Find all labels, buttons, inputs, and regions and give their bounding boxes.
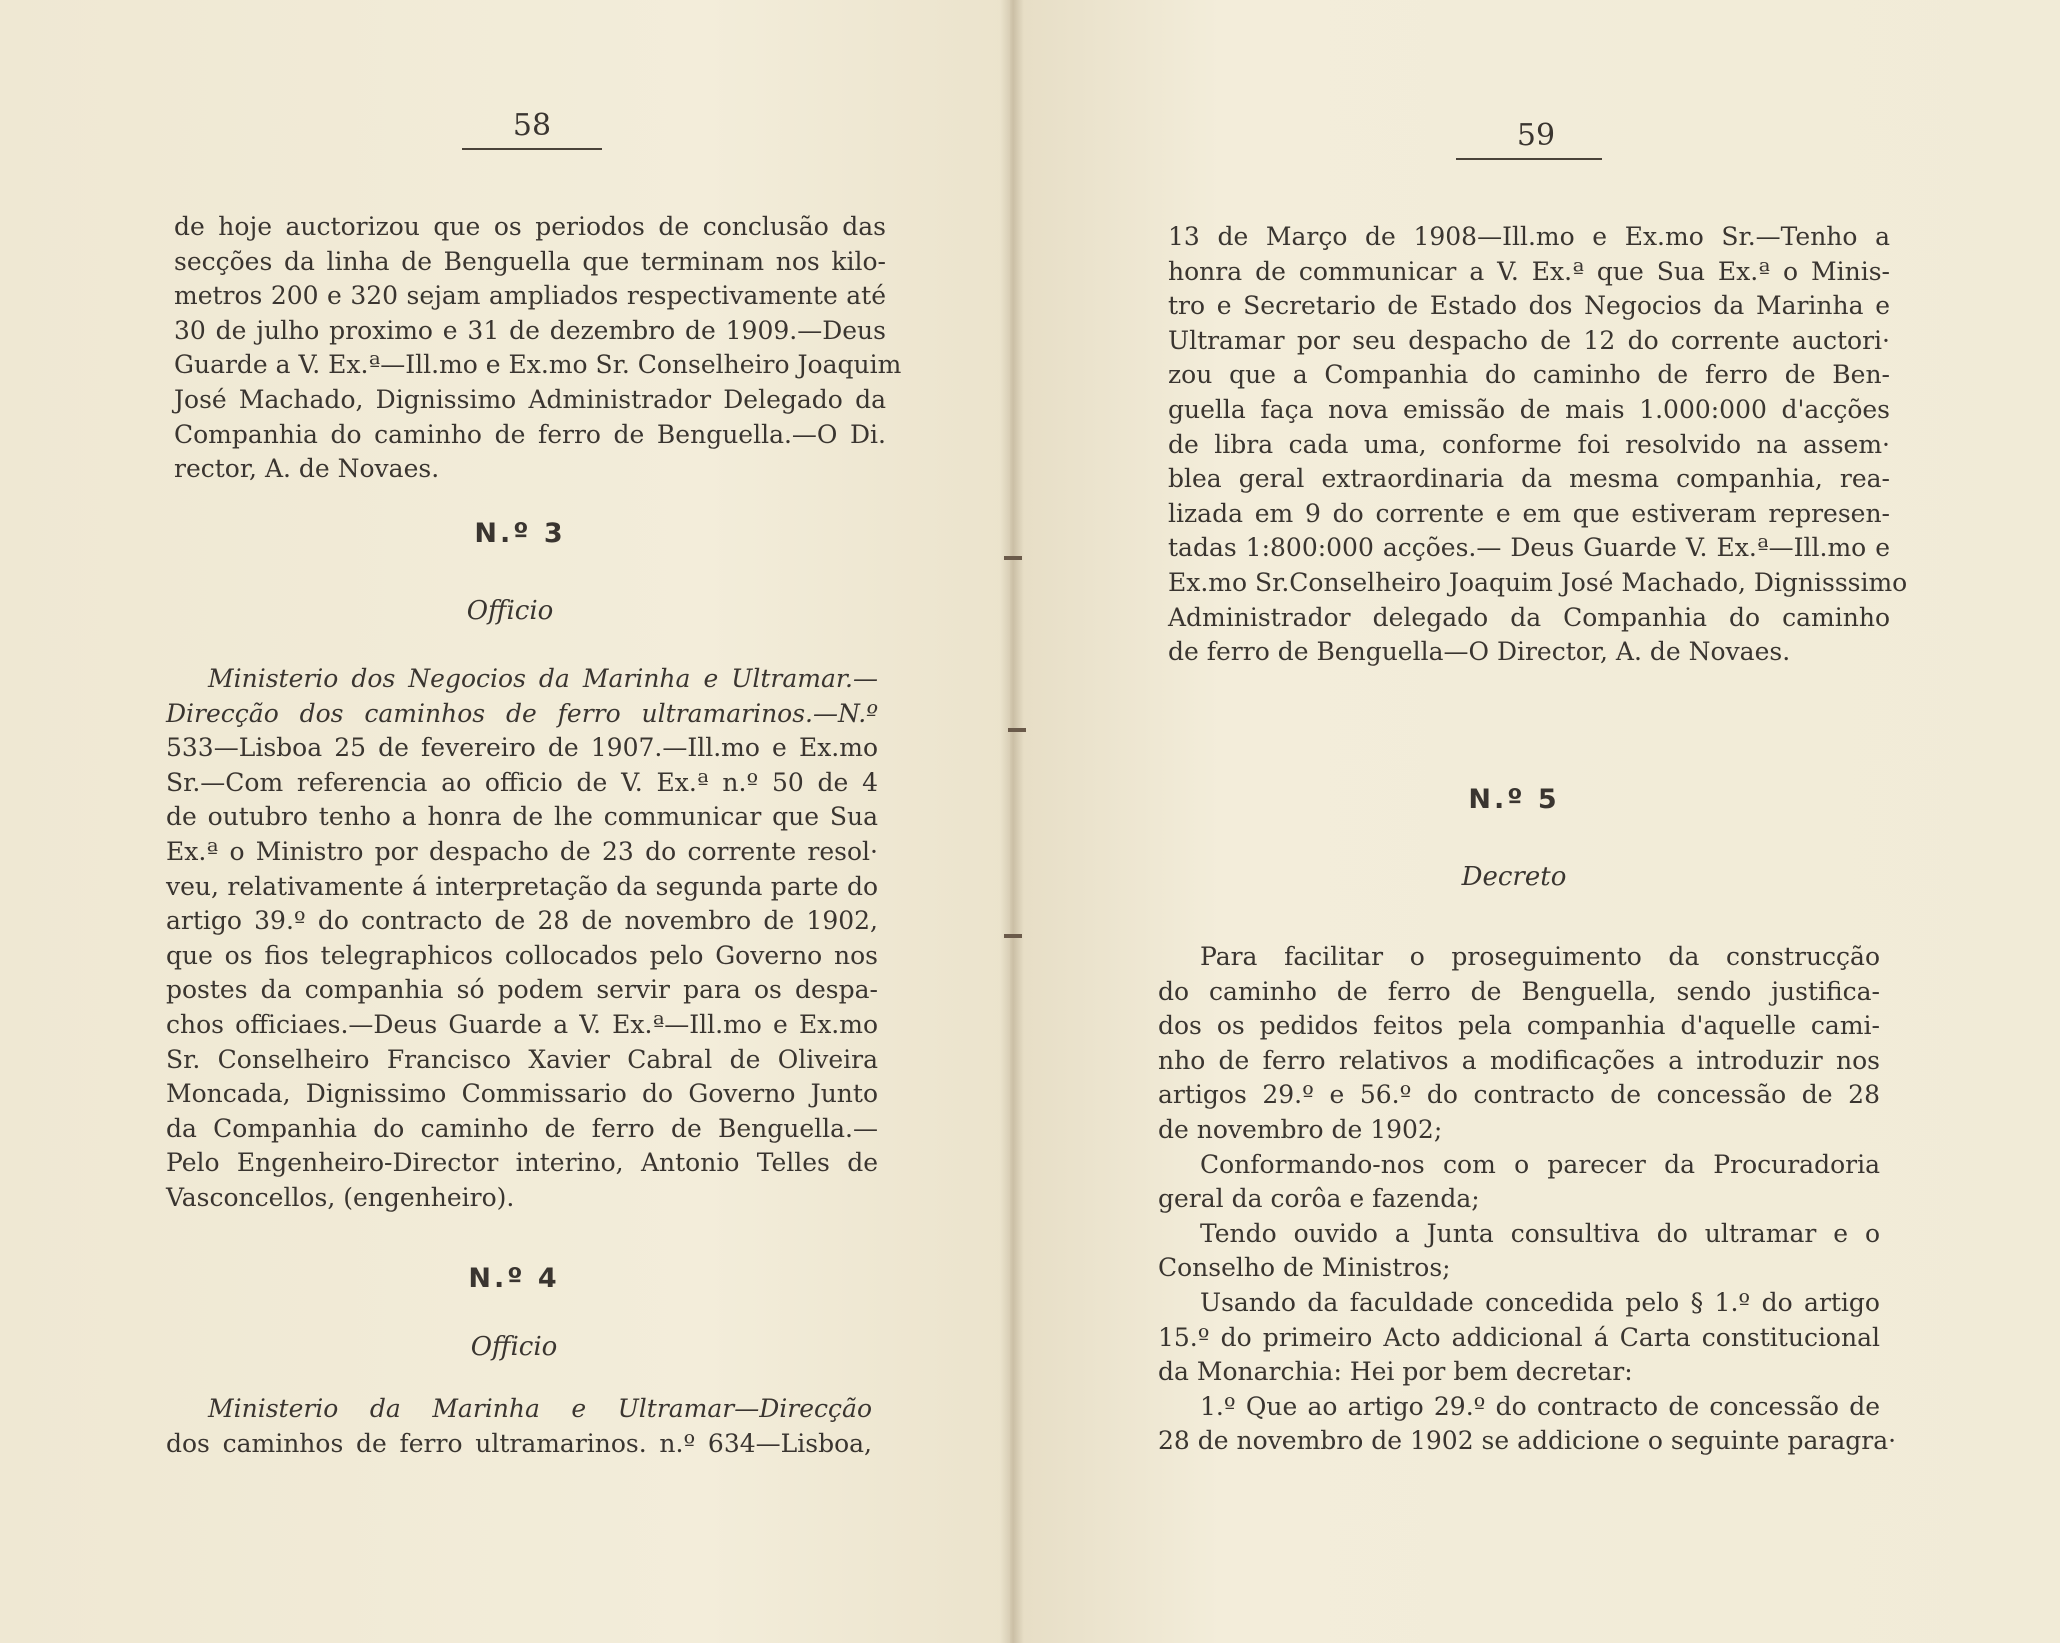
text-line: Pelo Engenheiro-Director interino, Antonio Telles de — [166, 1148, 878, 1178]
binding-mark — [1008, 728, 1026, 732]
text-line: Usando da faculdade concedida pelo § 1.º do artigo — [1200, 1287, 1880, 1317]
text-line: 30 de julho proximo e 31 de dezembro de 1909.—Deus — [174, 315, 886, 345]
text-line: nho de ferro relativos a modificações a introduzir nos — [1158, 1045, 1880, 1075]
text-line: artigos 29.º e 56.º do contracto de concessão de 28 — [1158, 1080, 1880, 1110]
text-line: Ex.ª o Ministro por despacho de 23 do corrente resol· — [166, 836, 878, 866]
text-line: Vasconcellos, (engenheiro). — [166, 1182, 515, 1212]
text-line: da Monarchia: Hei por bem decretar: — [1158, 1357, 1633, 1387]
text-line: Direcção dos caminhos de ferro ultramarinos.—N.º — [166, 698, 878, 728]
text-line: Ex.mo Sr.Conselheiro Joaquim José Machado, Dignisssimo — [1168, 567, 1908, 597]
section-type-5: Decreto — [1461, 862, 1567, 892]
text-line: guella faça nova emissão de mais 1.000:000 d'acções — [1168, 394, 1890, 424]
left-paragraph-1 — [174, 210, 902, 487]
text-line: geral da corôa e fazenda; — [1158, 1184, 1480, 1214]
text-line: Sr.—Com referencia ao officio de V. Ex.ª n.º 50 de 4 — [166, 767, 878, 797]
text-line: Ultramar por seu despacho de 12 do corrente auctori· — [1168, 325, 1890, 355]
text-line: Ministerio da Marinha e Ultramar—Direcção — [208, 1394, 872, 1423]
section-heading-4: N.º 4 — [468, 1263, 560, 1294]
right-section-5-text — [1158, 940, 1897, 1459]
text-line: dos caminhos de ferro ultramarinos. n.º 634—Lisboa, — [166, 1428, 872, 1458]
text-line: rector, A. de Novaes. — [174, 454, 440, 484]
text-line: Tendo ouvido a Junta consultiva do ultramar e o — [1200, 1218, 1880, 1248]
text-line: Sr. Conselheiro Francisco Xavier Cabral de Oliveira — [166, 1044, 878, 1074]
text-line: Companhia do caminho de ferro de Benguella.—O Di. — [174, 419, 886, 449]
page-number-rule — [1456, 158, 1602, 160]
text-line: lizada em 9 do corrente e em que estiveram represen- — [1168, 498, 1890, 528]
text-line: Moncada, Dignissimo Commissario do Governo Junto — [166, 1079, 878, 1109]
section-type-4: Officio — [470, 1332, 558, 1362]
text-line: Administrador delegado da Companhia do caminho — [1168, 602, 1890, 632]
left-page — [0, 0, 1010, 1643]
text-line: 1.º Que ao artigo 29.º do contracto de concessão de — [1200, 1391, 1880, 1421]
section-heading-3: N.º 3 — [474, 518, 566, 549]
text-line: 533—Lisboa 25 de fevereiro de 1907.—Ill.mo e Ex.mo — [166, 733, 878, 763]
text-line: que os fios telegraphicos collocados pelo Governo nos — [166, 940, 878, 970]
text-line: dos os pedidos feitos pela companhia d'aquelle cami- — [1158, 1011, 1880, 1041]
text-line: veu, relativamente á interpretação da segunda parte do — [166, 871, 878, 901]
page-number-58: 58 — [512, 108, 552, 143]
text-line: postes da companhia só podem servir para os despa- — [166, 975, 878, 1005]
text-line: tro e Secretario de Estado dos Negocios da Marinha e — [1168, 291, 1890, 321]
page-number-59: 59 — [1516, 118, 1556, 153]
text-line: zou que a Companhia do caminho de ferro de Ben- — [1168, 360, 1890, 390]
right-paragraph-1 — [1168, 220, 1908, 670]
book-gutter — [1000, 0, 1024, 1643]
section-heading-5: N.º 5 — [1468, 784, 1560, 815]
text-line: José Machado, Dignissimo Administrador Delegado da — [174, 384, 886, 414]
text-line: Ministerio dos Negocios da Marinha e Ultramar.— — [208, 664, 878, 693]
binding-mark — [1004, 934, 1022, 938]
section-type-3: Officio — [466, 596, 554, 626]
page-number-rule — [462, 148, 602, 150]
text-line: artigo 39.º do contracto de 28 de novembro de 1902, — [166, 906, 878, 936]
text-line: Conformando-nos com o parecer da Procuradoria — [1200, 1149, 1880, 1179]
text-line: de ferro de Benguella—O Director, A. de Novaes. — [1168, 637, 1791, 667]
text-line: metros 200 e 320 sejam ampliados respectivamente até — [174, 281, 886, 311]
text-line: secções da linha de Benguella que terminam nos kilo- — [174, 246, 886, 276]
right-page — [1010, 0, 2060, 1643]
text-line: 15.º do primeiro Acto addicional á Carta constitucional — [1158, 1322, 1880, 1352]
text-line: do caminho de ferro de Benguella, sendo justifica- — [1158, 976, 1880, 1006]
text-line: de hoje auctorizou que os periodos de conclusão das — [174, 212, 886, 241]
binding-mark — [1004, 556, 1022, 560]
text-line: Guarde a V. Ex.ª—Ill.mo e Ex.mo Sr. Conselheiro Joaquim — [174, 350, 902, 380]
text-line: de outubro tenho a honra de lhe communicar que Sua — [166, 802, 878, 832]
left-section-3-text — [166, 662, 878, 1216]
text-line: tadas 1:800:000 acções.— Deus Guarde V. Ex.ª—Ill.mo e — [1168, 533, 1890, 563]
text-line: Conselho de Ministros; — [1158, 1253, 1451, 1283]
text-line: honra de communicar a V. Ex.ª que Sua Ex.ª o Minis- — [1168, 256, 1890, 286]
text-line: blea geral extraordinaria da mesma companhia, rea- — [1168, 464, 1890, 494]
text-line: 13 de Março de 1908—Ill.mo e Ex.mo Sr.—Tenho a — [1168, 222, 1890, 251]
text-line: 28 de novembro de 1902 se addicione o seguinte paragra· — [1158, 1426, 1897, 1456]
text-line: Para facilitar o proseguimento da construcção — [1200, 942, 1880, 971]
text-line: da Companhia do caminho de ferro de Benguella.— — [166, 1113, 878, 1143]
text-line: chos officiaes.—Deus Guarde a V. Ex.ª—Ill.mo e Ex.mo — [166, 1009, 878, 1039]
text-line: de libra cada uma, conforme foi resolvido na assem· — [1168, 429, 1890, 459]
text-line: de novembro de 1902; — [1158, 1114, 1443, 1144]
left-section-4-text — [166, 1392, 872, 1461]
